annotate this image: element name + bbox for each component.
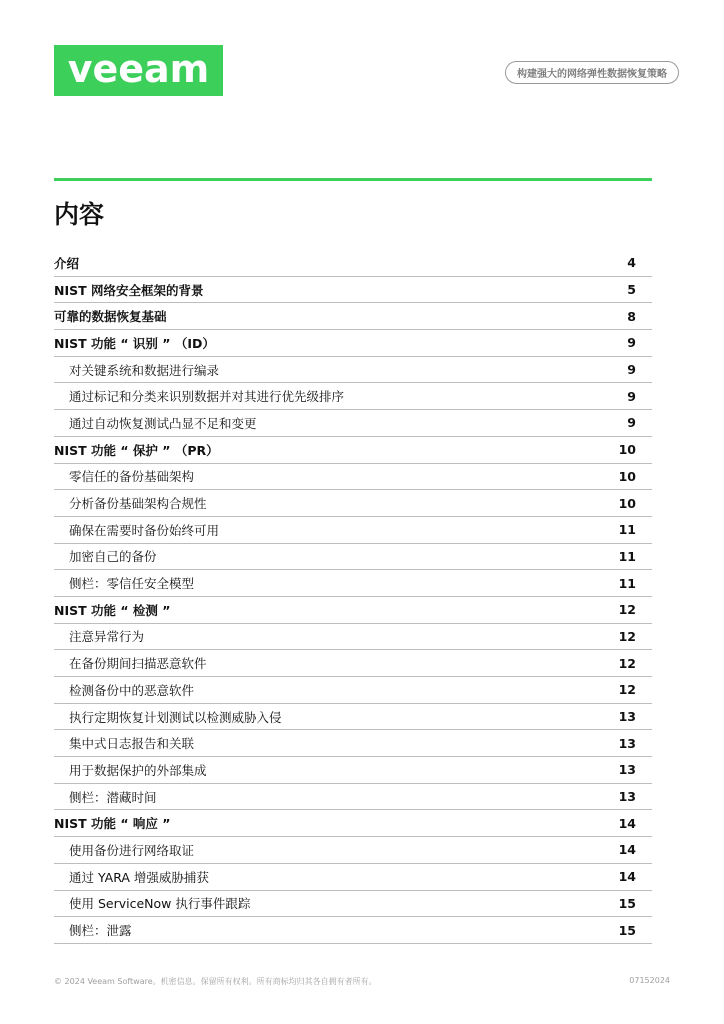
toc-entry[interactable] xyxy=(54,677,652,704)
toc-entry-label: 集中式日志报告和关联 xyxy=(69,736,195,752)
toc-entry-label: NIST 功能 “ 保护 ” （PR） xyxy=(54,442,219,458)
toc-entry-label: 零信任的备份基础架构 xyxy=(69,469,195,485)
title-divider xyxy=(54,178,652,181)
toc-entry-label: 分析备份基础架构合规性 xyxy=(69,496,207,512)
toc-entry-page: 14 xyxy=(618,815,636,831)
toc-entry-label: NIST 功能 “ 识别 ” （ID） xyxy=(54,335,215,351)
toc-entry-label: 注意异常行为 xyxy=(69,629,145,645)
footer-copyright: © 2024 Veeam Software。机密信息。保留所有权利。所有商标均归其各自拥有者所有。 xyxy=(54,977,377,986)
toc-entry-page: 9 xyxy=(627,335,636,351)
toc-entry-page: 15 xyxy=(618,895,636,911)
toc-entry-page: 11 xyxy=(618,575,636,591)
toc-entry[interactable] xyxy=(54,250,652,277)
toc-entry-page: 15 xyxy=(618,922,636,938)
toc-entry-page: 13 xyxy=(618,709,636,725)
toc-entry-page: 10 xyxy=(618,468,636,484)
toc-entry-page: 13 xyxy=(618,735,636,751)
toc-entry[interactable] xyxy=(54,464,652,491)
veeam-logo xyxy=(54,45,223,96)
toc-entry[interactable] xyxy=(54,864,652,891)
toc-entry[interactable] xyxy=(54,517,652,544)
logo-text: veeam xyxy=(67,46,210,91)
toc-entry-label: 在备份期间扫描恶意软件 xyxy=(69,656,207,672)
toc-entry-page: 13 xyxy=(618,789,636,805)
toc-entry[interactable] xyxy=(54,330,652,357)
toc-entry[interactable] xyxy=(54,704,652,731)
toc-entry-page: 9 xyxy=(627,388,636,404)
footer-code: 07152024 xyxy=(629,976,670,985)
toc-entry-label: 使用备份进行网络取证 xyxy=(69,842,195,858)
toc-entry-page: 13 xyxy=(618,762,636,778)
toc-entry-page: 11 xyxy=(618,548,636,564)
toc-entry-page: 12 xyxy=(618,602,636,618)
toc-entry-label: NIST 功能 “ 检测 ” xyxy=(54,602,171,618)
toc-entry-page: 9 xyxy=(627,362,636,378)
toc-entry-page: 12 xyxy=(618,655,636,671)
toc-entry-label: 侧栏：潜藏时间 xyxy=(69,789,157,805)
toc-entry-page: 8 xyxy=(627,308,636,324)
page-title: 内容 xyxy=(54,200,105,229)
toc-entry[interactable] xyxy=(54,357,652,384)
toc-entry-label: 确保在需要时备份始终可用 xyxy=(69,522,220,538)
toc-entry-label: 侧栏：泄露 xyxy=(69,923,132,939)
toc-entry[interactable] xyxy=(54,490,652,517)
toc-entry[interactable] xyxy=(54,277,652,304)
toc-entry[interactable] xyxy=(54,757,652,784)
toc-entry-page: 14 xyxy=(618,869,636,885)
toc-entry-page: 4 xyxy=(627,255,636,271)
table-of-contents xyxy=(54,250,652,944)
toc-entry-label: 用于数据保护的外部集成 xyxy=(69,762,207,778)
toc-entry-label: 对关键系统和数据进行编录 xyxy=(69,362,220,378)
toc-entry-page: 12 xyxy=(618,682,636,698)
toc-entry[interactable] xyxy=(54,891,652,918)
toc-entry[interactable] xyxy=(54,544,652,571)
toc-entry[interactable] xyxy=(54,784,652,811)
footer xyxy=(54,976,670,987)
toc-entry[interactable] xyxy=(54,303,652,330)
toc-entry-label: NIST 功能 “ 响应 ” xyxy=(54,816,171,832)
toc-entry[interactable] xyxy=(54,410,652,437)
toc-entry[interactable] xyxy=(54,650,652,677)
toc-entry[interactable] xyxy=(54,917,652,944)
toc-entry[interactable] xyxy=(54,597,652,624)
toc-entry-label: 可靠的数据恢复基础 xyxy=(54,309,167,325)
toc-entry-label: 侧栏：零信任安全模型 xyxy=(69,576,195,592)
toc-entry-page: 5 xyxy=(627,282,636,298)
toc-entry-label: 通过标记和分类来识别数据并对其进行优先级排序 xyxy=(69,389,345,405)
document-title-badge: 构建强大的网络弹性数据恢复策略 xyxy=(505,61,679,84)
toc-entry-page: 12 xyxy=(618,628,636,644)
toc-entry-page: 14 xyxy=(618,842,636,858)
toc-entry-label: 执行定期恢复计划测试以检测威胁入侵 xyxy=(69,709,282,725)
toc-entry[interactable] xyxy=(54,570,652,597)
toc-entry-page: 10 xyxy=(618,442,636,458)
toc-entry-label: 检测备份中的恶意软件 xyxy=(69,682,195,698)
toc-entry[interactable] xyxy=(54,383,652,410)
toc-entry-label: 使用 ServiceNow 执行事件跟踪 xyxy=(69,896,251,912)
toc-entry-label: 通过 YARA 增强威胁捕获 xyxy=(69,869,209,885)
toc-entry-page: 11 xyxy=(618,522,636,538)
toc-entry-page: 9 xyxy=(627,415,636,431)
toc-entry[interactable] xyxy=(54,837,652,864)
toc-entry-page: 10 xyxy=(618,495,636,511)
toc-entry[interactable] xyxy=(54,624,652,651)
toc-entry[interactable] xyxy=(54,730,652,757)
toc-entry-label: 通过自动恢复测试凸显不足和变更 xyxy=(69,415,257,431)
toc-entry-label: 介绍 xyxy=(54,255,80,271)
toc-entry[interactable] xyxy=(54,810,652,837)
toc-entry[interactable] xyxy=(54,437,652,464)
toc-entry-label: NIST 网络安全框架的背景 xyxy=(54,282,204,298)
toc-entry-label: 加密自己的备份 xyxy=(69,549,157,565)
